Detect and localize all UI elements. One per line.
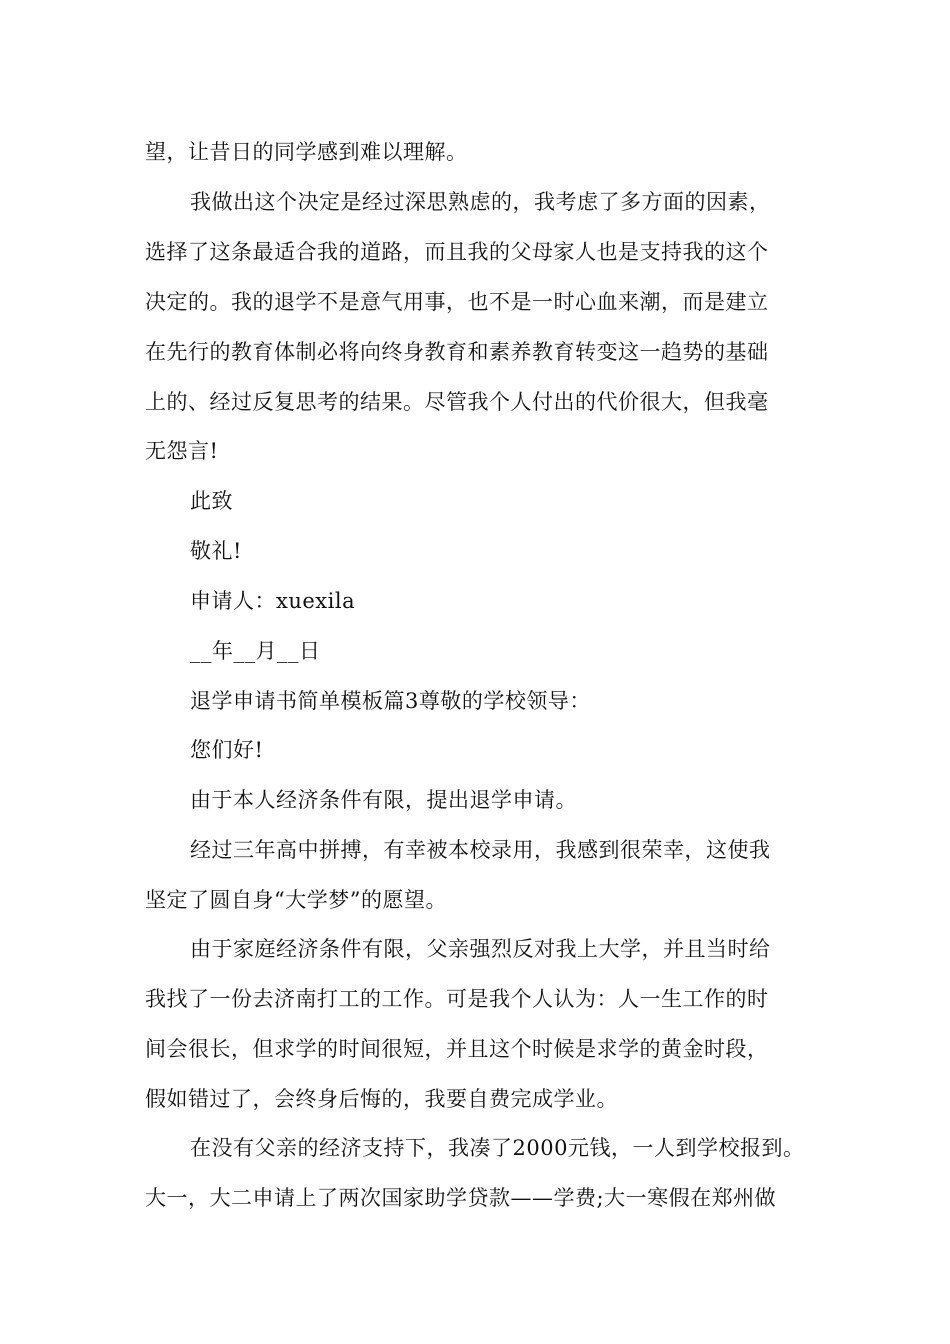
text-line: 在先行的教育体制必将向终身教育和素养教育转变这一趋势的基础: [145, 340, 769, 364]
text-line: 经过三年高中拼搏，有幸被本校录用，我感到很荣幸，这使我: [190, 838, 771, 862]
applicant-line: 申请人：xuexila: [190, 589, 356, 613]
date-line: __年__月__日: [190, 639, 321, 663]
text-line: 望，让昔日的同学感到难以理解。: [145, 140, 468, 164]
text-line: 由于本人经济条件有限，提出退学申请。: [190, 788, 577, 812]
text-line: 坚定了圆自身“大学梦”的愿望。: [145, 888, 447, 912]
text-line: 假如错过了，会终身后悔的，我要自费完成学业。: [145, 1087, 618, 1111]
text-line: 上的、经过反复思考的结果。尽管我个人付出的代价很大，但我毫: [145, 390, 769, 414]
text-line: 决定的。我的退学不是意气用事，也不是一时心血来潮，而是建立: [145, 290, 769, 314]
text-line: 无怨言!: [145, 439, 219, 463]
salutation-line: 此致: [190, 489, 233, 513]
text-line: 选择了这条最适合我的道路，而且我的父母家人也是支持我的这个: [145, 240, 769, 264]
text-line: 在没有父亲的经济支持下，我凑了2000元钱，一人到学校报到。: [190, 1136, 805, 1160]
text-line: 我找了一份去济南打工的工作。可是我个人认为：人一生工作的时: [145, 987, 769, 1011]
text-line: 间会很长，但求学的时间很短，并且这个时候是求学的黄金时段，: [145, 1037, 769, 1061]
salutation-line: 敬礼!: [190, 539, 242, 563]
text-line: 由于家庭经济条件有限，父亲强烈反对我上大学，并且当时给: [190, 937, 771, 961]
template-heading: 退学申请书简单模板篇3尊敬的学校领导：: [190, 689, 591, 713]
text-line: 我做出这个决定是经过深思熟虑的，我考虑了多方面的因素，: [190, 190, 771, 214]
text-line: 大一，大二申请上了两次国家助学贷款——学费;大一寒假在郑州做: [145, 1186, 777, 1210]
greeting-line: 您们好!: [190, 738, 264, 762]
